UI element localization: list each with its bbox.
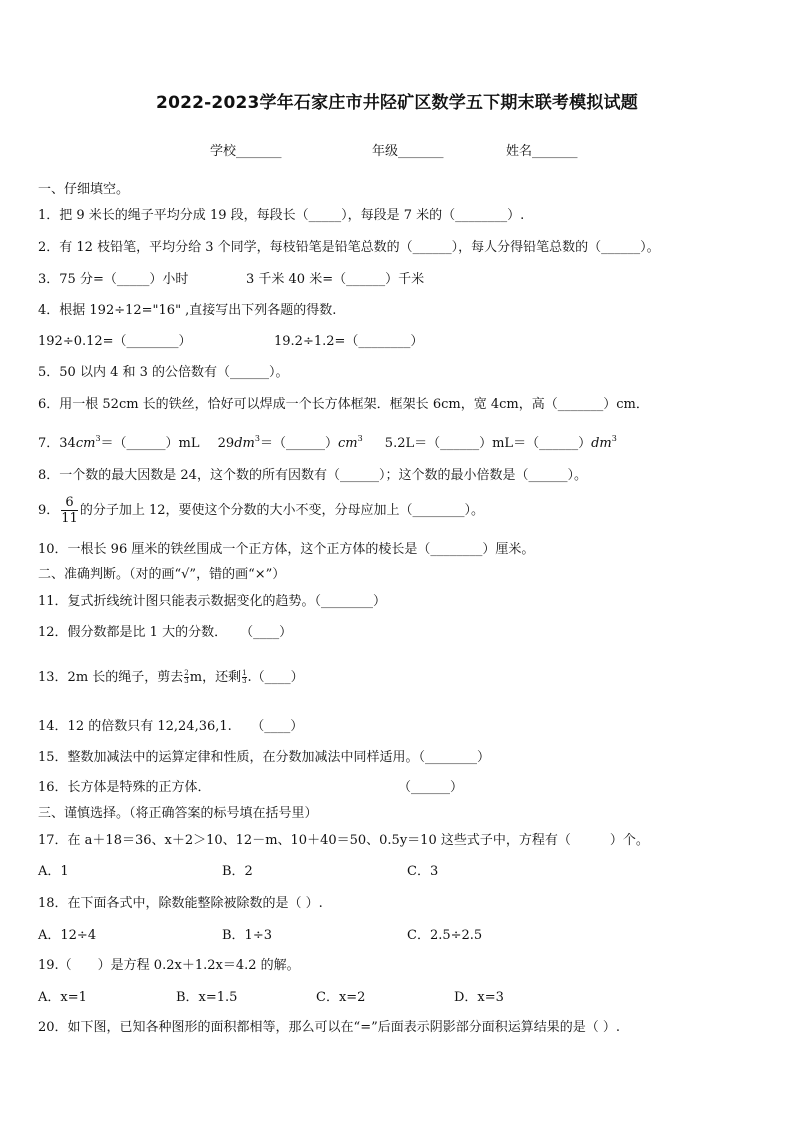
section-heading-choice: 三、谨慎选择。（将正确答案的标号填在括号里） <box>38 806 318 821</box>
question-18: 18．在下面各式中，除数能整除被除数的是（ ）. <box>38 896 323 911</box>
question-1: 1．把 9 米长的绳子平均分成 19 段，每段长（_____），每段是 7 米的（________）. <box>38 208 525 223</box>
question-4a: 192÷0.12=（________） <box>38 334 192 349</box>
question-4b: 19.2÷1.2=（________） <box>274 334 424 349</box>
page-title: 2022-2023学年石家庄市井陉矿区数学五下期末联考模拟试题 <box>156 93 638 113</box>
question-8: 8．一个数的最大因数是 24，这个数的所有因数有（______）；这个数的最小倍数是（______）。 <box>38 468 587 483</box>
grade-field: 年级_______ <box>372 144 444 159</box>
question-16-answer: （______） <box>398 780 464 795</box>
question-20: 20．如下图，已知各种图形的面积都相等，那么可以在“=”后面表示阴影部分面积运算结果的是（ ）. <box>38 1020 620 1035</box>
question-7: 7．$34cm^3=(\_\_\_\_\_\_)mL$ $29dm^3=(\_\_\_\_\_\_)cm^3$ $5.2L=(\_\_\_\_\_\_)mL=(\_\_\_\_\_\_)dm^3$ <box>38 434 617 451</box>
question-2: 2．有 12 枝铅笔，平均分给 3 个同学，每枝铅笔是铅笔总数的（______），每人分得铅笔总数的（______）。 <box>38 240 660 255</box>
question-6: 6．用一根 52cm 长的铁丝，恰好可以焊成一个长方体框架．框架长 6cm，宽 4cm，高（_______）cm． <box>38 397 649 412</box>
question-18-option: B．1÷3 <box>222 928 272 943</box>
section-heading-judge: 二、准确判断。（对的画“√”，错的画“×”） <box>38 567 286 582</box>
question-17-option: C．3 <box>407 864 439 879</box>
question-3b: 3 千米 40 米=（______）千米 <box>246 272 425 287</box>
school-field: 学校_______ <box>210 144 282 159</box>
question-17: 17．在 a＋18＝36、x＋2＞10、12－m、10＋40＝50、0.5y＝10 这些式子中，方程有（ ）个。 <box>38 833 649 848</box>
question-19-option: D．x=3 <box>454 990 504 1005</box>
question-13: 13．2m 长的绳子，剪去 $\frac{2}{3}$ m，还剩 $\frac{1}{3}$ .（____） <box>38 669 304 685</box>
fraction: $\frac{6}{11}$ <box>61 495 78 526</box>
question-17-option: A．1 <box>38 864 69 879</box>
fraction: $\frac{2}{3}$ <box>184 669 189 685</box>
question-19-option: B．x=1.5 <box>176 990 238 1005</box>
question-19: 19.（ ）是方程 0.2x＋1.2x＝4.2 的解。 <box>38 958 300 973</box>
question-19-option: A．x=1 <box>38 990 87 1005</box>
question-4: 4．根据 192÷12="16" ,直接写出下列各题的得数. <box>38 303 337 318</box>
question-16: 16．长方体是特殊的正方体． <box>38 780 211 795</box>
fraction: $\frac{1}{3}$ <box>242 669 247 685</box>
question-19-option: C．x=2 <box>316 990 366 1005</box>
question-14: 14．12 的倍数只有 12,24,36,1. （____） <box>38 719 304 734</box>
question-18-option: A．12÷4 <box>38 928 97 943</box>
question-12: 12．假分数都是比 1 大的分数． （____） <box>38 625 293 640</box>
question-3a: 3．75 分=（_____）小时 <box>38 272 189 287</box>
question-17-option: B．2 <box>222 864 253 879</box>
question-15: 15．整数加减法中的运算定律和性质，在分数加减法中同样适用。（________） <box>38 750 491 765</box>
question-5: 5．50 以内 4 和 3 的公倍数有（______）。 <box>38 365 289 380</box>
name-field: 姓名_______ <box>506 144 578 159</box>
section-heading-fill: 一、仔细填空。 <box>38 182 130 197</box>
question-9: 9． $\frac{6}{11}$ 的分子加上 12，要使这个分数的大小不变，分母应加上（________）。 <box>38 495 485 526</box>
question-10: 10．一根长 96 厘米的铁丝围成一个正方体，这个正方体的棱长是（________）厘米。 <box>38 542 535 557</box>
question-11: 11．复式折线统计图只能表示数据变化的趋势。（________） <box>38 594 387 609</box>
question-18-option: C．2.5÷2.5 <box>407 928 483 943</box>
